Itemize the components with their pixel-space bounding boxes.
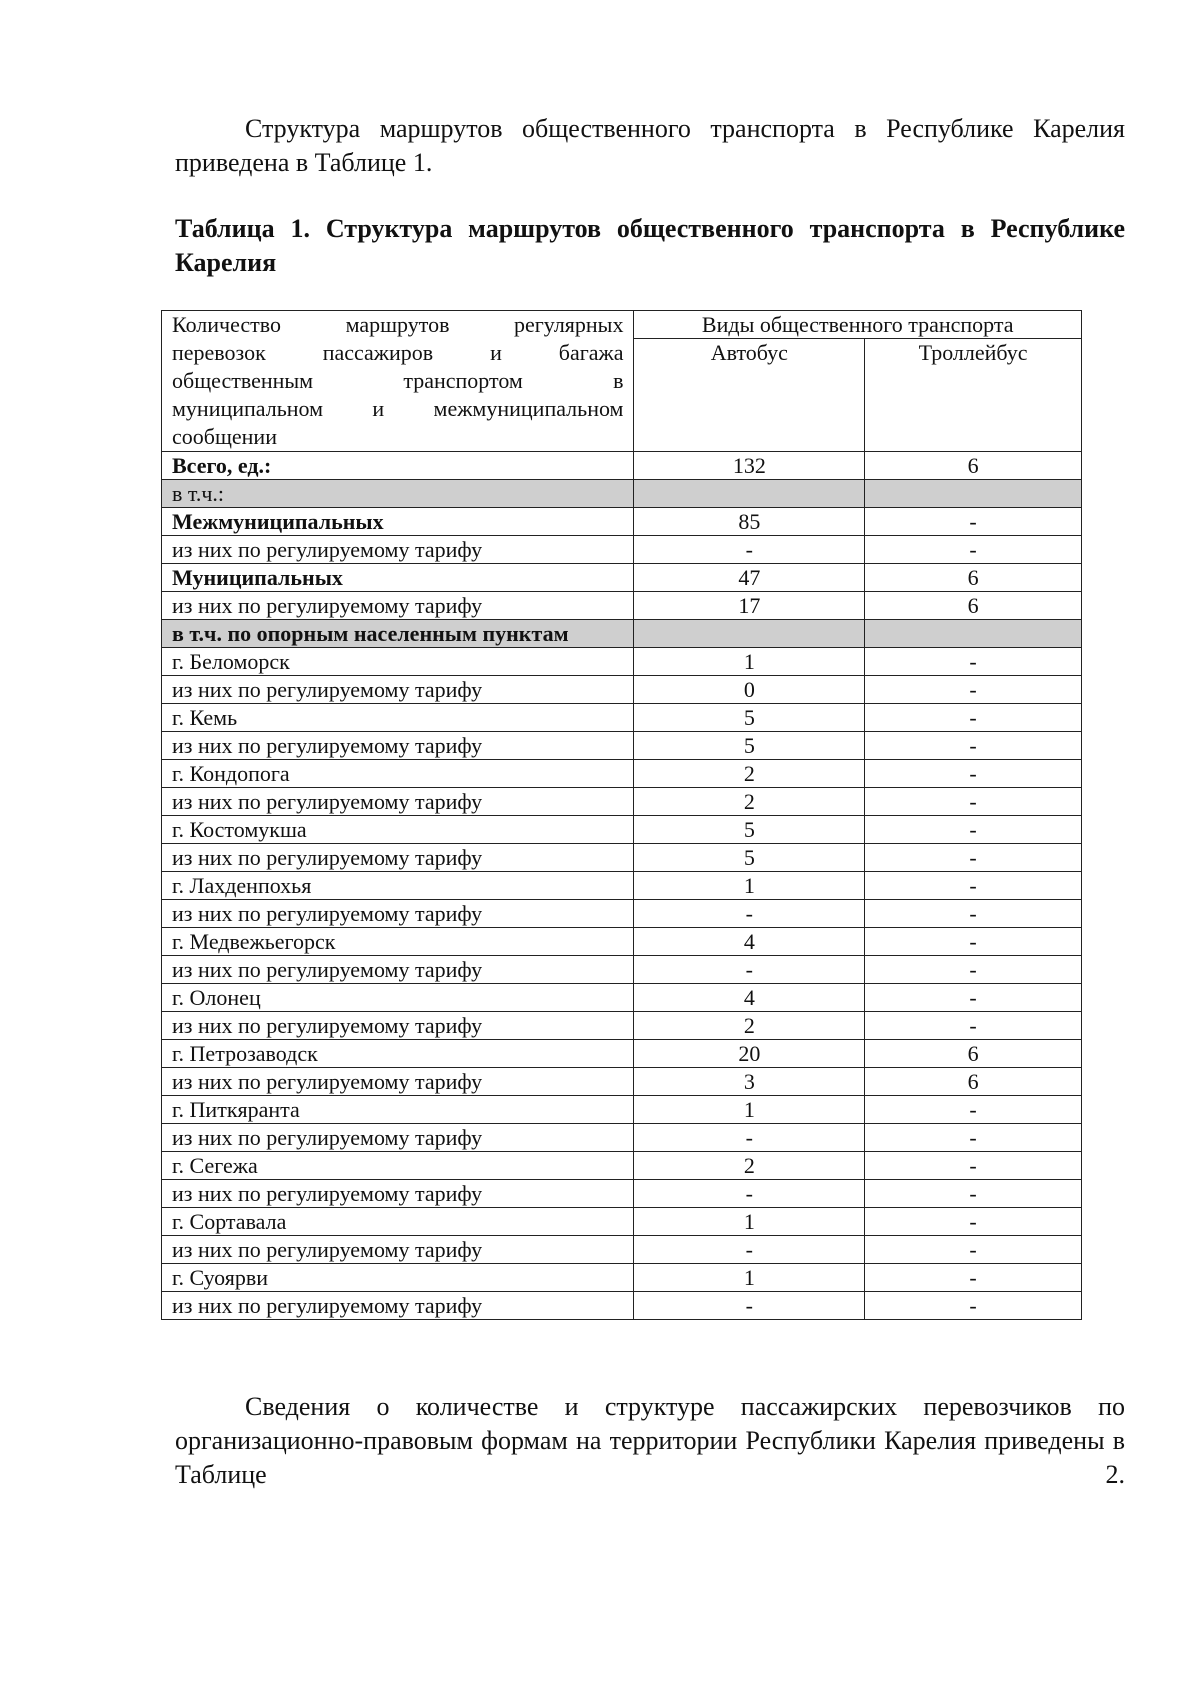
table-row bbox=[162, 508, 1082, 536]
row-trolleybus-value: - bbox=[865, 1208, 1082, 1236]
row-label: в т.ч.: bbox=[162, 480, 634, 508]
row-trolleybus-value: - bbox=[865, 648, 1082, 676]
row-label: Межмуниципальных bbox=[162, 508, 634, 536]
table-row bbox=[162, 956, 1082, 984]
row-trolleybus-value: - bbox=[865, 844, 1082, 872]
row-bus-value: 4 bbox=[634, 928, 865, 956]
table-row bbox=[162, 900, 1082, 928]
row-label: из них по регулируемому тарифу bbox=[162, 1068, 634, 1096]
table-row bbox=[162, 620, 1082, 648]
row-trolleybus-value: 6 bbox=[865, 592, 1082, 620]
header-trolleybus: Троллейбус bbox=[865, 339, 1082, 452]
row-trolleybus-value: - bbox=[865, 508, 1082, 536]
row-trolleybus-value: - bbox=[865, 900, 1082, 928]
row-bus-value: 4 bbox=[634, 984, 865, 1012]
header-left-line: общественным транспортом в bbox=[172, 368, 624, 393]
table-row bbox=[162, 984, 1082, 1012]
row-label: г. Питкяранта bbox=[162, 1096, 634, 1124]
row-bus-value: 1 bbox=[634, 648, 865, 676]
row-label: г. Суоярви bbox=[162, 1264, 634, 1292]
header-left-line: сообщении bbox=[172, 424, 277, 449]
row-bus-value: 20 bbox=[634, 1040, 865, 1068]
table-row bbox=[162, 1096, 1082, 1124]
row-trolleybus-value: - bbox=[865, 732, 1082, 760]
table-row bbox=[162, 872, 1082, 900]
table-row bbox=[162, 788, 1082, 816]
row-trolleybus-value: - bbox=[865, 1012, 1082, 1040]
row-trolleybus-value: - bbox=[865, 676, 1082, 704]
table-row bbox=[162, 816, 1082, 844]
row-bus-value: - bbox=[634, 1124, 865, 1152]
table-row bbox=[162, 1292, 1082, 1320]
row-trolleybus-value: - bbox=[865, 536, 1082, 564]
row-bus-value: 0 bbox=[634, 676, 865, 704]
header-left-line: Количество маршрутов регулярных bbox=[172, 312, 624, 337]
row-bus-value: 2 bbox=[634, 760, 865, 788]
row-bus-value: - bbox=[634, 956, 865, 984]
row-label: из них по регулируемому тарифу bbox=[162, 676, 634, 704]
header-left-line: муниципальном и межмуниципальном bbox=[172, 396, 624, 421]
row-bus-value bbox=[634, 480, 865, 508]
row-label: из них по регулируемому тарифу bbox=[162, 900, 634, 928]
header-transport-types: Виды общественного транспорта bbox=[634, 311, 1082, 339]
table-row bbox=[162, 676, 1082, 704]
row-bus-value: - bbox=[634, 1236, 865, 1264]
row-label: из них по регулируемому тарифу bbox=[162, 1012, 634, 1040]
row-label: из них по регулируемому тарифу bbox=[162, 732, 634, 760]
row-label: из них по регулируемому тарифу bbox=[162, 592, 634, 620]
row-bus-value: 3 bbox=[634, 1068, 865, 1096]
table-row bbox=[162, 1208, 1082, 1236]
row-trolleybus-value bbox=[865, 480, 1082, 508]
row-trolleybus-value: - bbox=[865, 984, 1082, 1012]
row-label: г. Кондопога bbox=[162, 760, 634, 788]
table-row bbox=[162, 1152, 1082, 1180]
table-row bbox=[162, 536, 1082, 564]
table-row bbox=[162, 1236, 1082, 1264]
table-row bbox=[162, 1040, 1082, 1068]
row-label: г. Петрозаводск bbox=[162, 1040, 634, 1068]
header-bus: Автобус bbox=[634, 339, 865, 452]
row-trolleybus-value: - bbox=[865, 956, 1082, 984]
row-trolleybus-value: - bbox=[865, 1264, 1082, 1292]
table-row bbox=[162, 480, 1082, 508]
row-bus-value: 1 bbox=[634, 1096, 865, 1124]
header-left-cell bbox=[162, 311, 634, 452]
row-trolleybus-value: - bbox=[865, 928, 1082, 956]
row-label: из них по регулируемому тарифу bbox=[162, 844, 634, 872]
table-row bbox=[162, 564, 1082, 592]
row-bus-value: 5 bbox=[634, 844, 865, 872]
row-bus-value: 5 bbox=[634, 816, 865, 844]
row-trolleybus-value: 6 bbox=[865, 1040, 1082, 1068]
row-bus-value: - bbox=[634, 900, 865, 928]
row-trolleybus-value: - bbox=[865, 1152, 1082, 1180]
row-trolleybus-value: 6 bbox=[865, 1068, 1082, 1096]
row-bus-value: 2 bbox=[634, 1152, 865, 1180]
row-label: г. Олонец bbox=[162, 984, 634, 1012]
table-row bbox=[162, 1124, 1082, 1152]
table-row bbox=[162, 760, 1082, 788]
row-bus-value: 5 bbox=[634, 732, 865, 760]
row-label: из них по регулируемому тарифу bbox=[162, 956, 634, 984]
row-trolleybus-value bbox=[865, 620, 1082, 648]
table-row bbox=[162, 732, 1082, 760]
row-label: из них по регулируемому тарифу bbox=[162, 536, 634, 564]
closing-section bbox=[175, 1390, 1125, 1492]
row-label: в т.ч. по опорным населенным пунктам bbox=[162, 620, 634, 648]
row-bus-value: - bbox=[634, 1292, 865, 1320]
row-label: Всего, ед.: bbox=[162, 452, 634, 480]
table-row bbox=[162, 1068, 1082, 1096]
row-label: г. Лахденпохья bbox=[162, 872, 634, 900]
row-label: г. Кемь bbox=[162, 704, 634, 732]
row-trolleybus-value: - bbox=[865, 1124, 1082, 1152]
row-trolleybus-value: 6 bbox=[865, 564, 1082, 592]
row-bus-value: 2 bbox=[634, 788, 865, 816]
row-bus-value: - bbox=[634, 1180, 865, 1208]
row-trolleybus-value: - bbox=[865, 788, 1082, 816]
table-row bbox=[162, 704, 1082, 732]
intro-section bbox=[175, 112, 1125, 280]
table-row bbox=[162, 648, 1082, 676]
row-label: г. Беломорск bbox=[162, 648, 634, 676]
row-label: из них по регулируемому тарифу bbox=[162, 1180, 634, 1208]
row-bus-value: 85 bbox=[634, 508, 865, 536]
row-label: Муниципальных bbox=[162, 564, 634, 592]
row-label: из них по регулируемому тарифу bbox=[162, 1292, 634, 1320]
table-header-row bbox=[162, 311, 1082, 339]
table-row bbox=[162, 1012, 1082, 1040]
intro-paragraph: Структура маршрутов общественного транспорта в Республике Карелия приведена в Таблице 1. bbox=[175, 114, 1125, 177]
row-trolleybus-value: - bbox=[865, 1096, 1082, 1124]
table-row bbox=[162, 592, 1082, 620]
row-trolleybus-value: 6 bbox=[865, 452, 1082, 480]
row-bus-value: 1 bbox=[634, 1208, 865, 1236]
row-label: г. Медвежьегорск bbox=[162, 928, 634, 956]
row-trolleybus-value: - bbox=[865, 872, 1082, 900]
row-label: из них по регулируемому тарифу bbox=[162, 1236, 634, 1264]
row-label: г. Костомукша bbox=[162, 816, 634, 844]
header-left-line: перевозок пассажиров и багажа bbox=[172, 340, 624, 365]
routes-table bbox=[161, 310, 1082, 1320]
row-bus-value: 132 bbox=[634, 452, 865, 480]
row-bus-value: 1 bbox=[634, 872, 865, 900]
row-bus-value bbox=[634, 620, 865, 648]
table-row bbox=[162, 1180, 1082, 1208]
row-trolleybus-value: - bbox=[865, 1236, 1082, 1264]
row-label: г. Сегежа bbox=[162, 1152, 634, 1180]
row-trolleybus-value: - bbox=[865, 704, 1082, 732]
row-trolleybus-value: - bbox=[865, 760, 1082, 788]
row-label: из них по регулируемому тарифу bbox=[162, 788, 634, 816]
table-row bbox=[162, 844, 1082, 872]
table-row bbox=[162, 1264, 1082, 1292]
row-trolleybus-value: - bbox=[865, 1292, 1082, 1320]
row-trolleybus-value: - bbox=[865, 816, 1082, 844]
table-row bbox=[162, 452, 1082, 480]
row-bus-value: 5 bbox=[634, 704, 865, 732]
row-bus-value: - bbox=[634, 536, 865, 564]
row-label: г. Сортавала bbox=[162, 1208, 634, 1236]
row-bus-value: 47 bbox=[634, 564, 865, 592]
closing-paragraph: Сведения о количестве и структуре пассажирских перевозчиков по организационно-правовым формам на территории Республики Карелия приведены в Таблице 2. bbox=[175, 1392, 1125, 1489]
row-bus-value: 2 bbox=[634, 1012, 865, 1040]
table-row bbox=[162, 928, 1082, 956]
row-label: из них по регулируемому тарифу bbox=[162, 1124, 634, 1152]
row-bus-value: 1 bbox=[634, 1264, 865, 1292]
row-bus-value: 17 bbox=[634, 592, 865, 620]
table-caption: Таблица 1. Структура маршрутов общественного транспорта в Республике Карелия bbox=[175, 214, 1125, 277]
row-trolleybus-value: - bbox=[865, 1180, 1082, 1208]
